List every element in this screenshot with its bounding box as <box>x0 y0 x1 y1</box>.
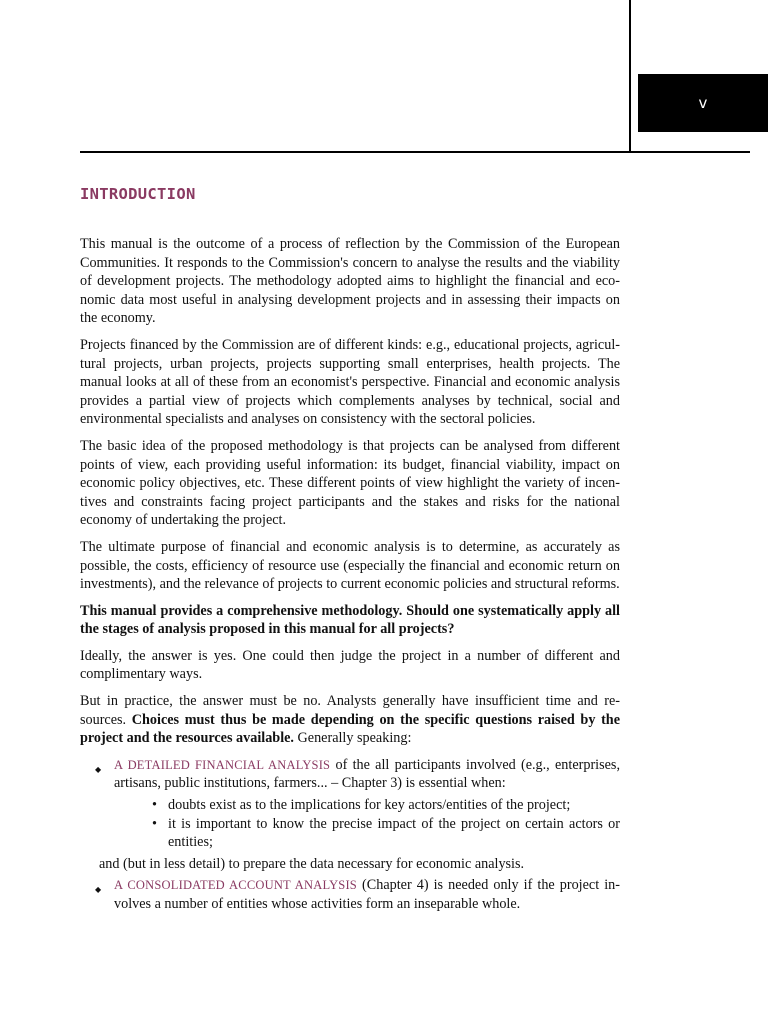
page-number-tab <box>638 74 768 132</box>
paragraph: Projects financed by the Commission are of different kinds: e.g., educational projects, agricultural projects, urban projects, projects supporting small enterprises, health projects. The manual looks at all of these from an economist's perspective. Financial and economic analysis provides a partial view of projects which complements analyses by technical, social and environmental specialists and analyses on consistency with the sectoral policies. <box>80 336 620 428</box>
body-text <box>80 235 620 917</box>
paragraph: and (but in less detail) to prepare the data necessary for economic analysis. <box>99 855 525 872</box>
sub-bullet-item <box>80 815 620 852</box>
dot-bullet-icon: • <box>152 797 157 814</box>
section-heading: INTRODUCTION <box>80 185 196 203</box>
dot-bullet-icon: • <box>152 815 157 832</box>
question-text: This manual provides a comprehensive methodology. Should one systematically apply all the stages of analysis proposed in this manual for all projects? <box>80 602 620 638</box>
page-number: v <box>698 94 708 112</box>
bullet-term: A DETAILED FINANCIAL ANALYSIS <box>114 757 331 772</box>
vertical-rule <box>629 0 631 152</box>
practice-bold: Choices must thus be made depending on the specific questions raised by the project and the resources available. <box>80 711 620 747</box>
diamond-bullet-icon: ◆ <box>95 885 102 895</box>
sub-bullet-text: it is important to know the precise impact of the project on certain actors or entities; <box>168 815 620 851</box>
bullet-item <box>80 756 620 793</box>
bullet-item <box>80 876 620 913</box>
practice-paragraph <box>80 692 620 748</box>
bullet-term: A CONSOLIDATED ACCOUNT ANALYSIS <box>114 878 357 893</box>
paragraph: Ideally, the answer is yes. One could then judge the project in a number of different and complimentary ways. <box>80 647 620 683</box>
bullet-text: (Chapter 4) is needed only if the project involves a number of entities whose activities form an inseparable whole. <box>114 877 620 912</box>
practice-end: Generally speaking: <box>297 730 412 747</box>
sub-bullet-text: doubts exist as to the implications for key actors/entities of the project; <box>168 797 571 814</box>
paragraph: This manual is the outcome of a process of reflection by the Commission of the European Communities. It responds to the Commission's concern to analyse the results and the viability of development projects. The methodology adopted aims to highlight the financial and economic data most useful in analysing development projects and in assessing their impacts on the economy. <box>80 236 620 327</box>
practice-start: But in practice, the answer must be no. Analysts generally have insufficient time and resources. <box>80 693 620 728</box>
header-rule <box>80 151 750 153</box>
sub-bullet-item <box>80 796 620 815</box>
diamond-bullet-icon: ◆ <box>95 764 102 774</box>
paragraph: The ultimate purpose of financial and economic analysis is to determine, as accurately as possible, the costs, efficiency of resource use (especially the financial and economic return on investments), and the relevance of projects to current economic policies and structural reforms. <box>80 538 620 593</box>
bullet-text: of the all participants involved (e.g., enterprises, artisans, public institutions, farmers... – Chapter 3) is essential when: <box>114 756 620 792</box>
question-paragraph <box>80 602 620 639</box>
paragraph: The basic idea of the proposed methodology is that projects can be analysed from different points of view, each providing useful information: its budget, financial viability, impact on economic policy objectives, etc. These different points of view highlight the variety of incentives and constraints facing project participants and the stakes and risks for the national economy of undertaking the project. <box>80 437 620 529</box>
